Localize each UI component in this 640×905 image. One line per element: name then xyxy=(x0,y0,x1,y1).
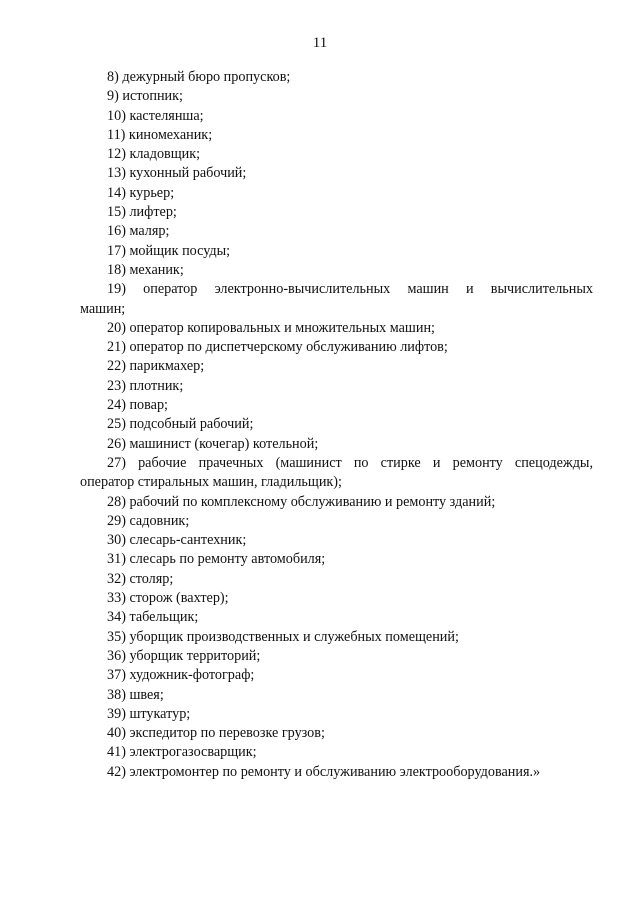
list-item: 37) художник-фотограф; xyxy=(107,667,255,684)
list-item: 30) слесарь-сантехник; xyxy=(107,532,247,549)
list-item: 29) садовник; xyxy=(107,512,190,529)
list-item: 9) истопник; xyxy=(107,88,183,105)
list-item: 41) электрогазосварщик; xyxy=(107,744,257,761)
list-item: 32) столяр; xyxy=(107,570,174,587)
list-item: 17) мойщик посуды; xyxy=(107,242,231,259)
list-item: 34) табельщик; xyxy=(107,609,199,626)
list-item: 31) слесарь по ремонту автомобиля; xyxy=(107,551,326,568)
profession-list xyxy=(80,68,593,782)
list-item: 24) повар; xyxy=(107,397,168,414)
list-item: 25) подсобный рабочий; xyxy=(107,416,254,433)
list-item: 23) плотник; xyxy=(107,377,184,394)
list-item: 27) рабочие прачечных (машинист по стирке и ремонту спецодежды, xyxy=(107,454,593,471)
list-item: 10) кастелянша; xyxy=(107,107,204,124)
list-item: 28) рабочий по комплексному обслуживанию и ремонту зданий; xyxy=(107,493,496,510)
list-item: 36) уборщик территорий; xyxy=(107,647,261,664)
list-item: 12) кладовщик; xyxy=(107,146,201,163)
list-item: 35) уборщик производственных и служебных помещений; xyxy=(107,628,459,645)
list-item: 33) сторож (вахтер); xyxy=(107,590,229,607)
list-item-continuation: оператор стиральных машин, гладильщик); xyxy=(80,474,342,491)
list-item-continuation: машин; xyxy=(80,300,126,317)
list-item: 26) машинист (кочегар) котельной; xyxy=(107,435,319,452)
list-item: 14) курьер; xyxy=(107,184,175,201)
list-item: 13) кухонный рабочий; xyxy=(107,165,247,182)
list-item: 18) механик; xyxy=(107,261,184,278)
list-item: 11) киномеханик; xyxy=(107,126,213,143)
page-number: 11 xyxy=(312,35,328,51)
list-item: 22) парикмахер; xyxy=(107,358,205,375)
list-item: 21) оператор по диспетчерскому обслуживанию лифтов; xyxy=(107,339,448,356)
list-item: 15) лифтер; xyxy=(107,204,177,221)
list-item: 42) электромонтер по ремонту и обслуживанию электрооборудования.» xyxy=(107,763,541,780)
list-item: 38) швея; xyxy=(107,686,164,703)
list-item: 40) экспедитор по перевозке грузов; xyxy=(107,725,325,742)
list-item: 39) штукатур; xyxy=(107,705,191,722)
list-item: 8) дежурный бюро пропусков; xyxy=(107,69,291,85)
list-item: 20) оператор копировальных и множительных машин; xyxy=(107,319,435,336)
list-item: 16) маляр; xyxy=(107,223,170,240)
list-item: 19) оператор электронно-вычислительных машин и вычислительных xyxy=(107,281,593,298)
